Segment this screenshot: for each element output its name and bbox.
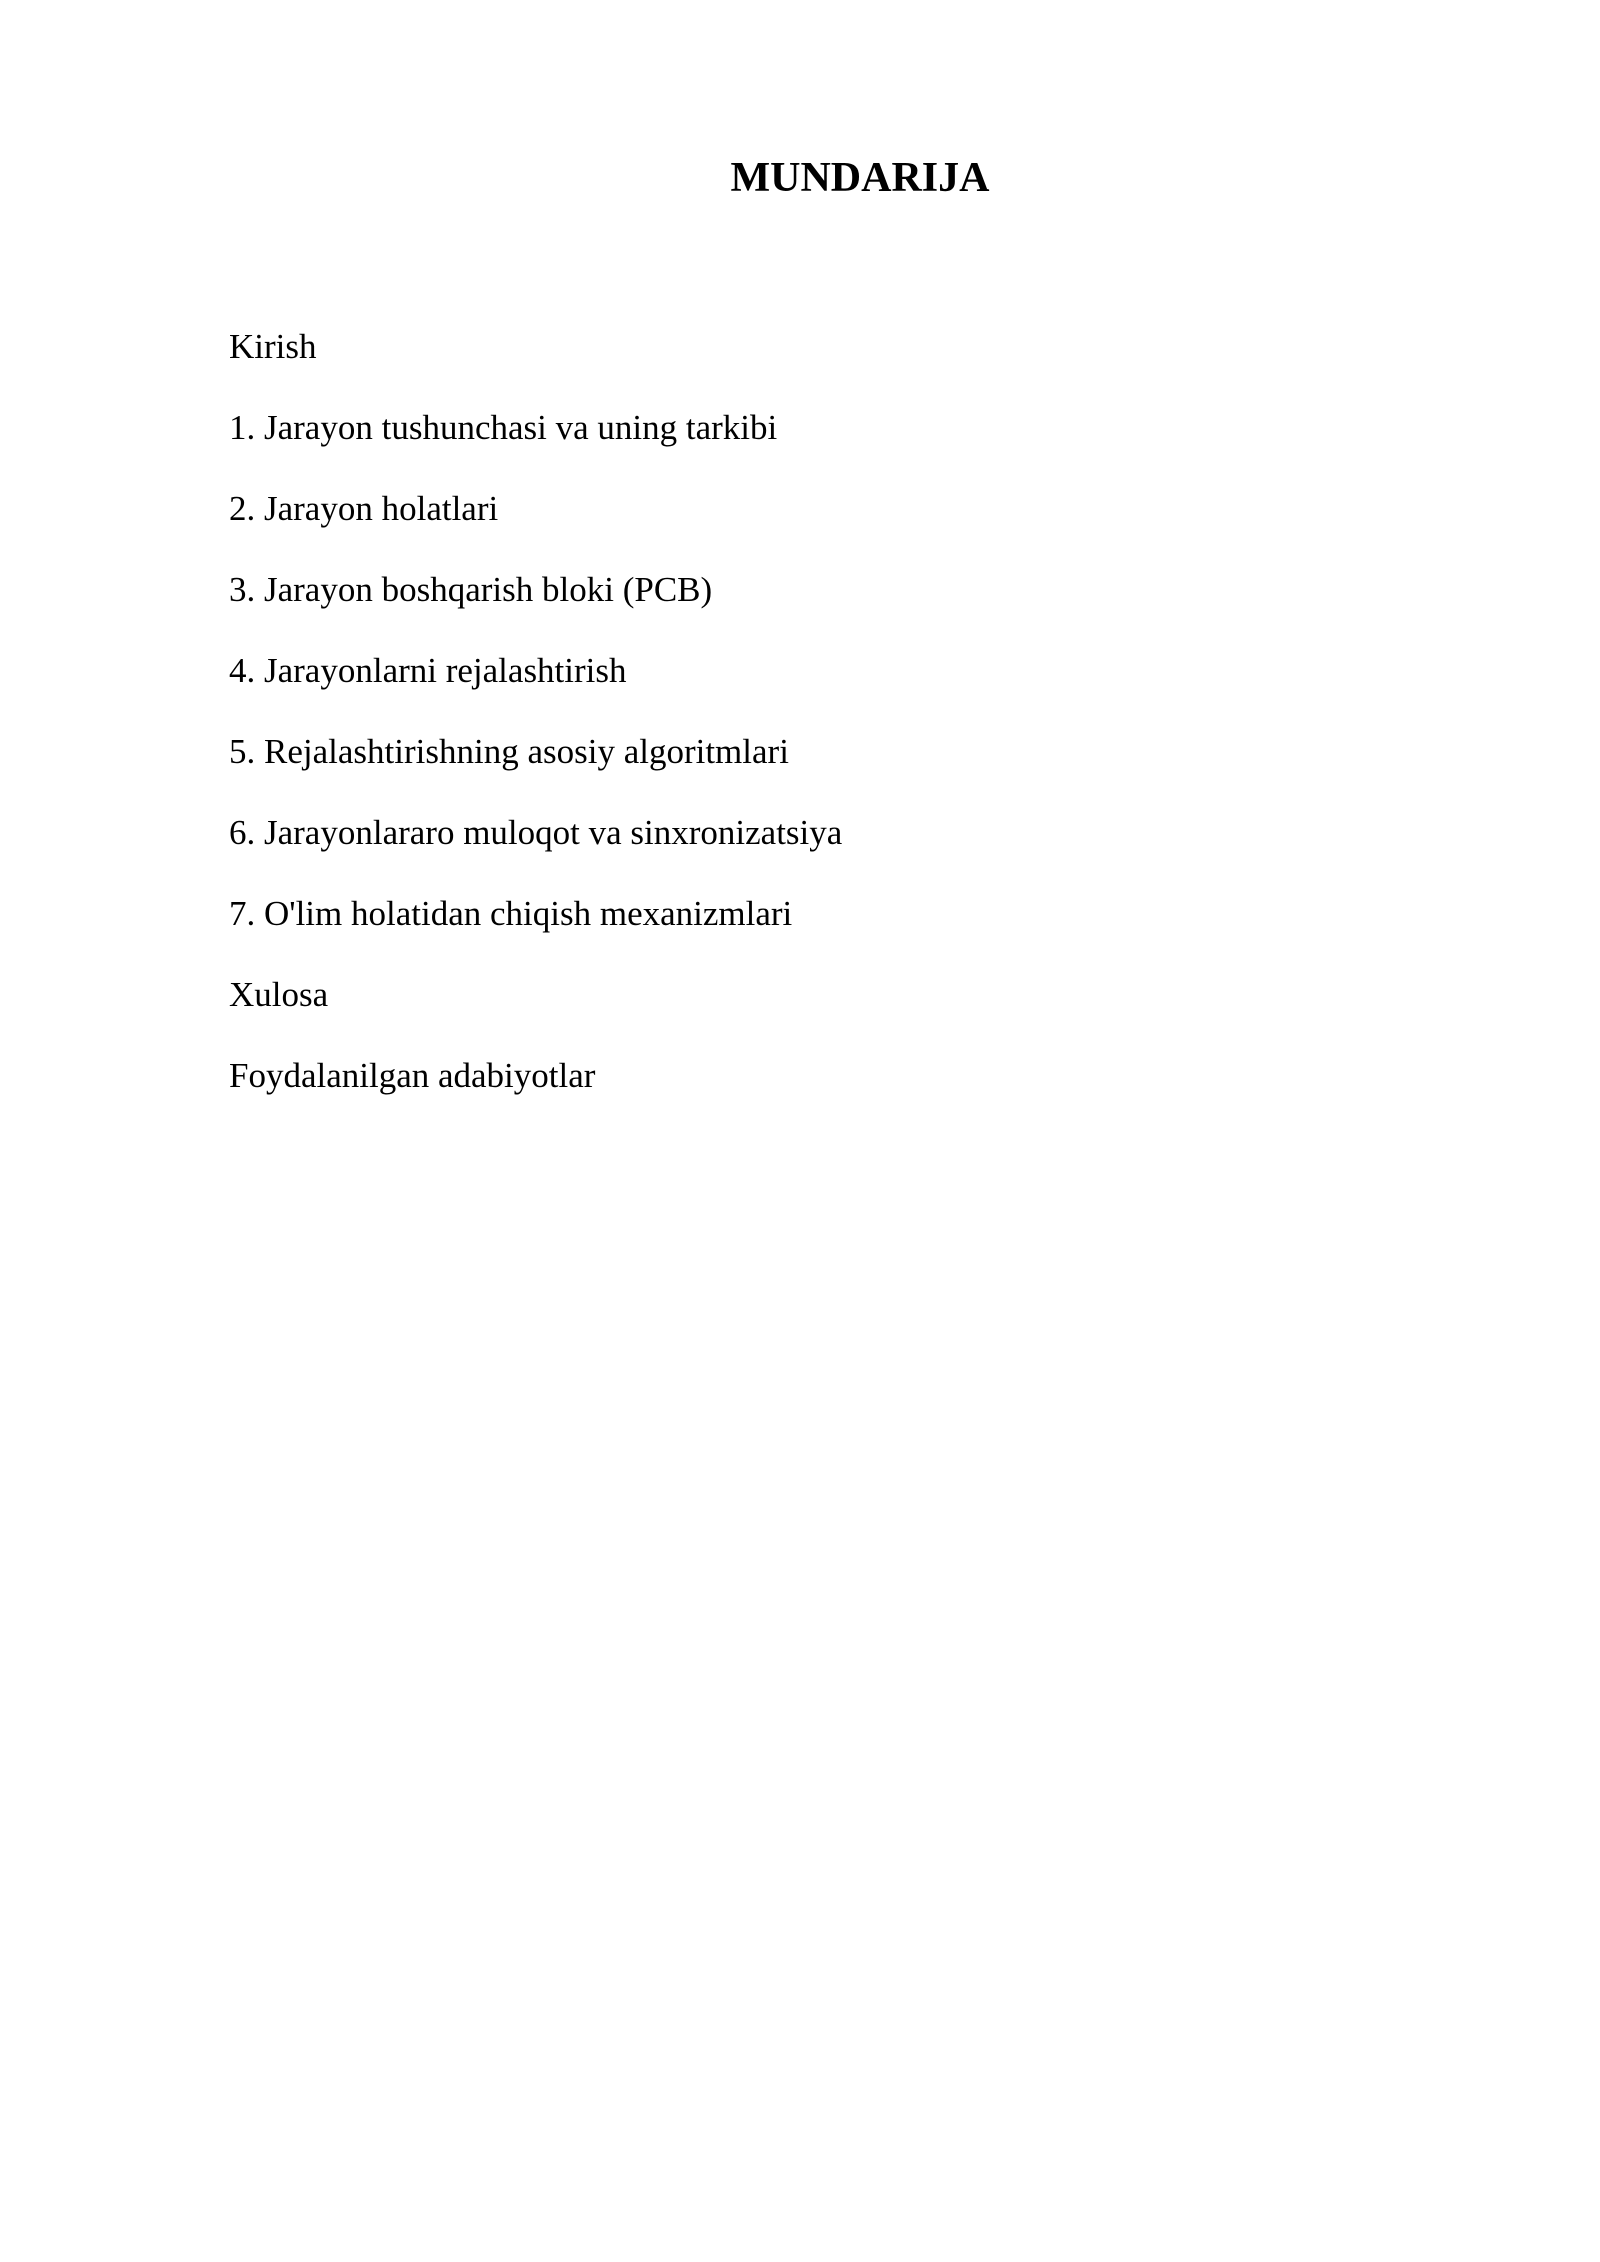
toc-item-kirish: Kirish [229,327,317,366]
toc-item-6: 6. Jarayonlararo muloqot va sinxronizatsiya [229,813,843,852]
toc-item-adabiyotlar: Foydalanilgan adabiyotlar [229,1056,596,1095]
toc-item-3: 3. Jarayon boshqarish bloki (PCB) [229,570,713,609]
toc-item-7: 7. O'lim holatidan chiqish mexanizmlari [229,894,793,933]
toc-item-xulosa: Xulosa [229,975,329,1014]
table-of-contents [229,327,842,1137]
toc-item-4: 4. Jarayonlarni rejalashtirish [229,651,627,690]
toc-item-1: 1. Jarayon tushunchasi va uning tarkibi [229,408,778,447]
toc-item-2: 2. Jarayon holatlari [229,489,499,528]
toc-item-5: 5. Rejalashtirishning asosiy algoritmlari [229,732,789,771]
page-title: MUNDARIJA [730,155,990,201]
